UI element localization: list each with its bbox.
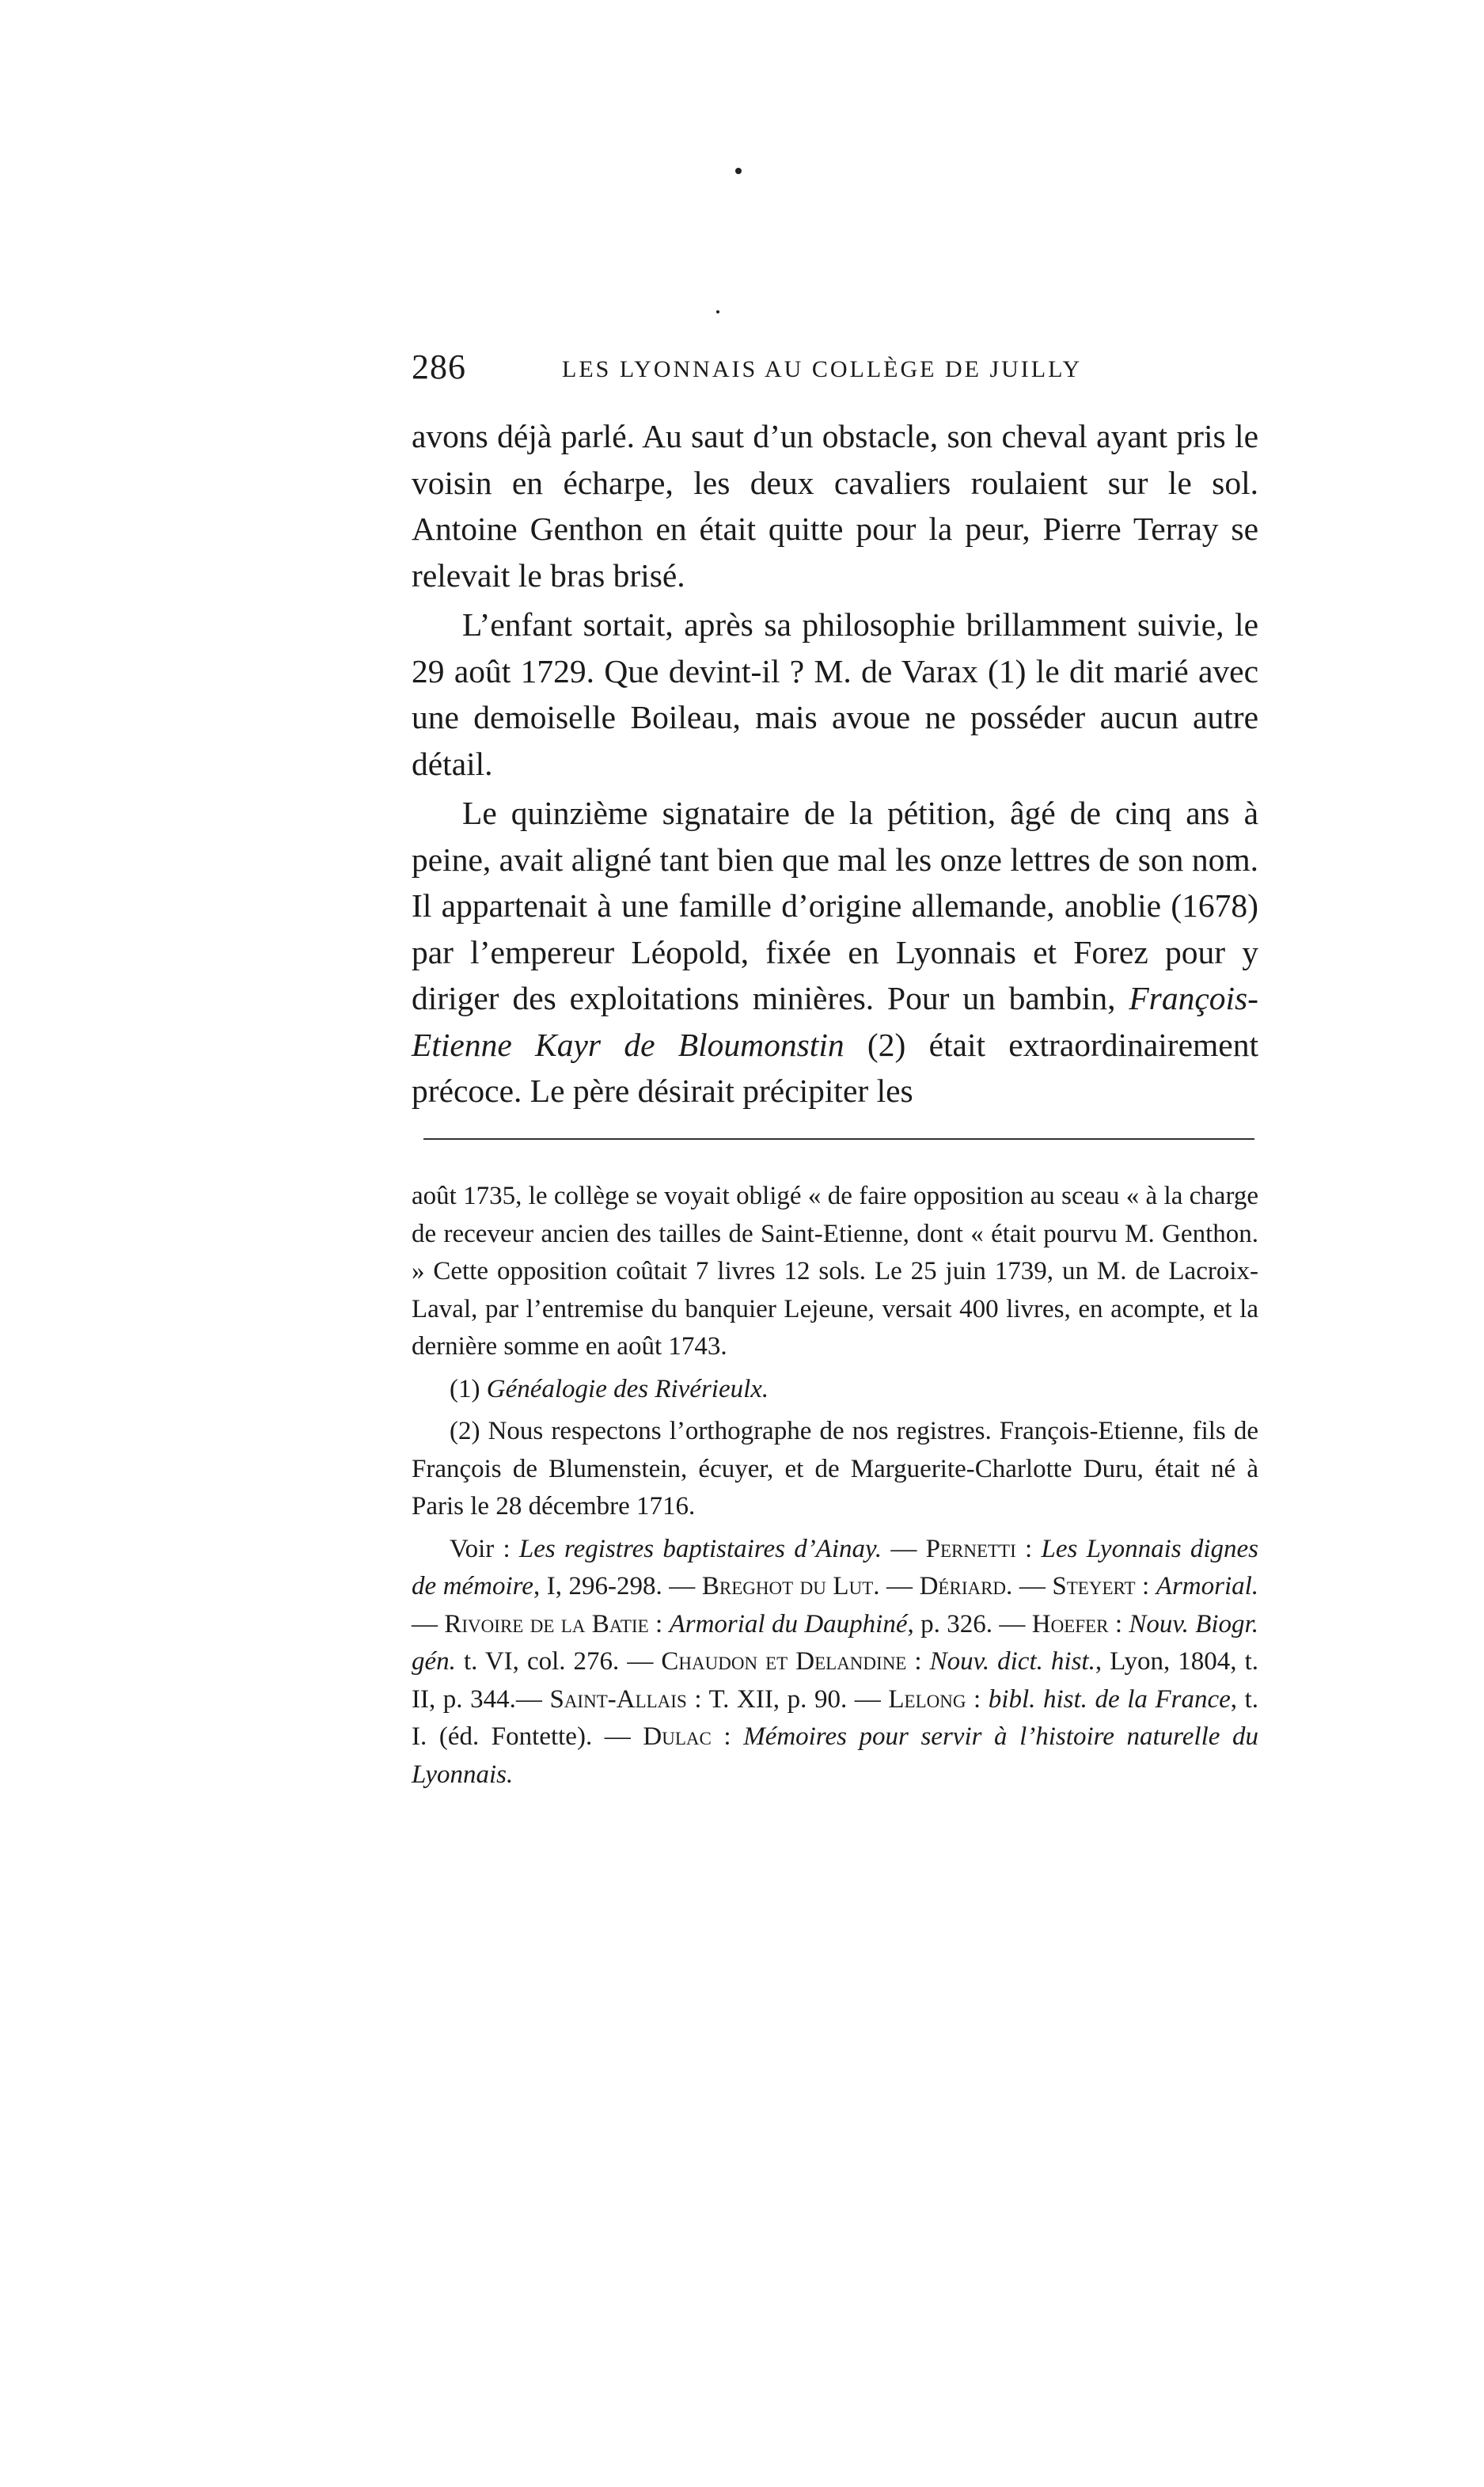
- author-name: Breghot du Lut.: [701, 1572, 880, 1600]
- text-run: —: [412, 1609, 445, 1638]
- author-name: Chaudon et Delandine: [661, 1647, 907, 1676]
- footnote-number: (1): [450, 1374, 487, 1403]
- paragraph: [412, 790, 1258, 1114]
- footnote-rule: [423, 1138, 1254, 1140]
- text-run: —: [1012, 1572, 1053, 1600]
- footnote-continuation: août 1735, le collège se voyait obligé « de faire opposition au sceau « à la charge de receveur ancien des tailles de Saint-Etienne, dont « était pourvu M. Genthon. » Cette opposition coûtait 7 livres 12 sols. Le 25 juin 1739, un M. de Lacroix-Laval, par l’entremise du banquier Lejeune, versait 400 livres, en acompte, et la dernière somme en août 1743.: [412, 1182, 1258, 1361]
- author-name: Hoefer: [1031, 1609, 1109, 1638]
- author-name: Pernetti: [925, 1534, 1016, 1563]
- text-run: : T. XII, p. 90. —: [686, 1684, 889, 1714]
- footnotes: [412, 1178, 1258, 1794]
- work-title: Nouv. dict. hist.: [929, 1647, 1095, 1676]
- ink-speck: [716, 310, 719, 313]
- text-run: , Lyon, 1804, t. II, p. 344.—: [412, 1647, 1258, 1714]
- text-run: (2) était extraordinairement précoce. Le père désirait précipiter les: [412, 1026, 1259, 1109]
- footnote-1: [412, 1371, 1258, 1409]
- text-run: , p. 326. —: [907, 1609, 1032, 1638]
- text-run: —: [882, 1534, 926, 1563]
- text-run: :: [966, 1684, 989, 1714]
- work-title: Les registres baptistaires d’Ainay.: [518, 1534, 882, 1563]
- text-run: , t. I. (éd. Fontette). —: [412, 1684, 1258, 1751]
- author-name: Saint-Allais: [549, 1684, 687, 1714]
- work-title: bibl. hist. de la France: [988, 1684, 1231, 1714]
- text-run: :: [1108, 1609, 1129, 1638]
- text-run: Le quinzième signataire de la pétition, âgé de cinq ans à peine, avait aligné tant bien que mal les onze lettres de son nom. Il appartenait à une famille d’origine allemande, anoblie (1678) par l’empereur Léopold, fixée en Lyonnais et Forez pour y diriger des exploitations minières. Pour un bambin,: [412, 795, 1258, 1016]
- author-name: Dulac: [643, 1722, 712, 1751]
- text-run: :: [1135, 1572, 1156, 1600]
- author-name: Rivoire de la Batie: [444, 1609, 649, 1638]
- text-run: Voir :: [450, 1534, 519, 1563]
- work-title: Armorial du Dauphiné: [669, 1609, 908, 1638]
- text-run: :: [906, 1647, 930, 1676]
- running-title: LES LYONNAIS AU COLLÈGE DE JUILLY: [562, 356, 1083, 382]
- work-title: Armorial.: [1156, 1572, 1259, 1600]
- work-title: Les Lyonnais dignes de mémoire: [412, 1534, 1259, 1600]
- body-text: [412, 413, 1258, 1114]
- text-run: :: [648, 1609, 670, 1638]
- ink-speck: [735, 168, 742, 174]
- paragraph: avons déjà parlé. Au saut d’un obstacle, son cheval ayant pris le voisin en écharpe, les deux cavaliers roulaient sur le sol. Antoine Genthon en était quitte pour la peur, Pierre Terray se relevait le bras brisé.: [412, 418, 1258, 594]
- author-name: Dériard.: [919, 1572, 1013, 1600]
- page-number: 286: [412, 347, 466, 386]
- work-title: Mémoires pour servir à l’histoire naturelle du Lyonnais.: [412, 1722, 1259, 1789]
- text-run: t. VI, col. 276. —: [455, 1647, 662, 1676]
- text-run: , I, 296-298. —: [533, 1572, 702, 1600]
- text-run: :: [1015, 1534, 1042, 1563]
- author-name: Steyert: [1052, 1572, 1136, 1600]
- bibliography: [412, 1531, 1258, 1794]
- footnote-2: (2) Nous respectons l’orthographe de nos registres. François-Etienne, fils de François de Blumenstein, écuyer, et de Marguerite-Charlotte Duru, était né à Paris le 28 décembre 1716.: [412, 1417, 1258, 1521]
- paragraph: L’enfant sortait, après sa philosophie brillamment suivie, le 29 août 1729. Que devint-il ? M. de Varax (1) le dit marié avec une demoiselle Boileau, mais avoue ne posséder aucun autre détail.: [412, 606, 1258, 782]
- text-run: —: [879, 1572, 920, 1600]
- person-name: François-Etienne Kayr de Bloumonstin: [412, 980, 1258, 1063]
- page-header: [412, 347, 1258, 402]
- work-title: Nouv. Biogr. gén.: [412, 1609, 1258, 1676]
- author-name: Lelong: [888, 1684, 966, 1714]
- text-run: :: [711, 1722, 744, 1751]
- footnote-title: Généalogie des Rivérieulx.: [486, 1374, 769, 1403]
